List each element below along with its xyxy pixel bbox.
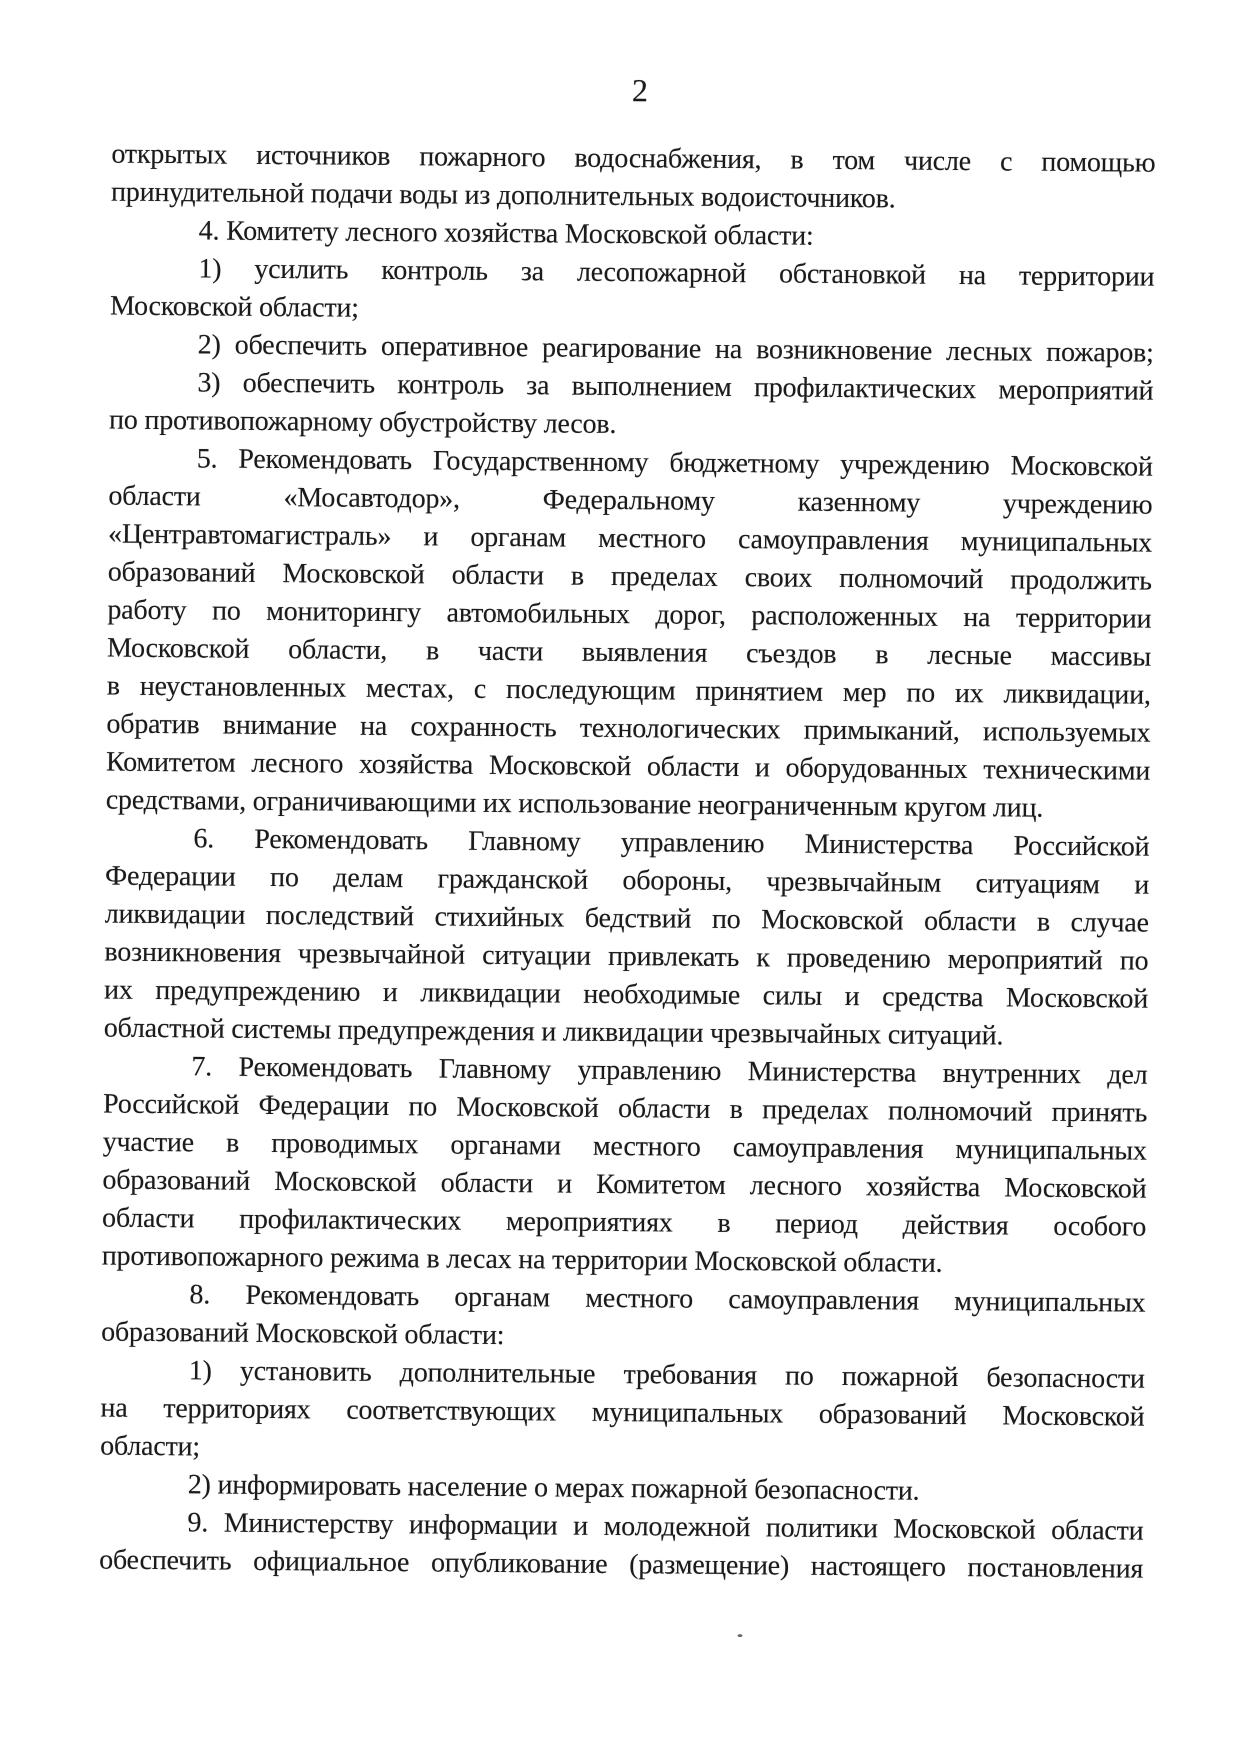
paragraph-continuation [111, 136, 1156, 221]
text-line: возникновения чрезвычайной ситуации привлекать к проведению мероприятий по [104, 936, 1149, 977]
text-line: ликвидации последствий стихийных бедствий по Московской области в случае [104, 898, 1149, 939]
text-line: 3) обеспечить контроль за выполнением профилактических мероприятий [197, 367, 1154, 407]
text-line: образований Московской области: [101, 1316, 505, 1352]
text-line: Федерации по делам гражданской обороны, чрезвычайным ситуациям и [104, 860, 1150, 901]
text-line: в неустановленных местах, с последующим принятием мер по их ликвидации, [106, 670, 1151, 711]
paragraph-item-6 [104, 820, 1150, 1057]
text-line: 8. Рекомендовать органам местного самоуправления муниципальных [189, 1279, 1146, 1319]
text-line: их предупреждению и ликвидации необходимые силы и средства Московской [103, 974, 1149, 1015]
text-line: области «Мосавтодор», Федеральному казенному учреждению [108, 480, 1153, 521]
paragraph-item-7 [102, 1048, 1148, 1285]
paragraph-item-8-1 [100, 1352, 1145, 1475]
text-line: 1) усилить контроль за лесопожарной обстановкой на территории [198, 253, 1155, 293]
text-line: 7. Рекомендовать Главному управлению Министерства внутренних дел [191, 1051, 1148, 1091]
paragraph-item-8 [101, 1276, 1146, 1361]
text-line: открытых источников пожарного водоснабжения, в том числе с помощью [111, 138, 1156, 179]
text-line: «Центравтомагистраль» и органам местного самоуправления муниципальных [107, 518, 1153, 559]
text-line: работу по мониторингу автомобильных дорог, расположенных на территории [107, 594, 1152, 635]
text-line: на территориях соответствующих муниципальных образований Московской [100, 1392, 1145, 1433]
text-line: обеспечить официальное опубликование (размещение) настоящего постановления [99, 1544, 1144, 1585]
text-line: 2) информировать население о мерах пожарной безопасности. [187, 1469, 920, 1507]
text-line: областной системы предупреждения и ликвидации чрезвычайных ситуаций. [103, 1012, 1004, 1052]
paragraph-item-4-1 [110, 250, 1155, 335]
text-line: образований Московской области и Комитетом лесного хозяйства Московской [102, 1164, 1147, 1205]
paragraph-item-9 [99, 1504, 1144, 1589]
text-line: противопожарного режима в лесах на территории Московской области. [101, 1240, 943, 1279]
text-line: 5. Рекомендовать Государственному бюджетному учреждению Московской [196, 443, 1153, 483]
text-line: по противопожарному обустройству лесов. [108, 404, 617, 440]
text-line: Комитетом лесного хозяйства Московской области и оборудованных техническими [105, 746, 1151, 787]
text-line: 6. Рекомендовать Главному управлению Министерства Российской [193, 823, 1150, 863]
scan-artifact-dot [738, 1634, 743, 1637]
text-line: Московской области, в части выявления съездов в лесные массивы [106, 632, 1152, 673]
text-line: области профилактических мероприятиях в период действия особого [102, 1202, 1147, 1243]
text-line: 2) обеспечить оперативное реагирование на возникновение лесных пожаров; [197, 329, 1154, 369]
text-line: 9. Министерству информации и молодежной политики Московской области [187, 1507, 1144, 1547]
text-line: принудительной подачи воды из дополнительных водоисточников. [110, 176, 896, 215]
text-line: области; [100, 1430, 201, 1463]
text-line: обратив внимание на сохранность технологических примыканий, используемых [106, 708, 1151, 749]
page-number: 2 [631, 72, 649, 109]
text-line: Московской области; [109, 290, 359, 324]
document-text [99, 136, 1156, 1589]
text-line: средствами, ограничивающими их использование неограниченным кругом лиц. [105, 784, 1044, 824]
text-line: Российской Федерации по Московской области в пределах полномочий принять [102, 1088, 1148, 1129]
text-line: участие в проводимых органами местного самоуправления муниципальных [102, 1126, 1147, 1167]
text-line: 1) установить дополнительные требования по пожарной безопасности [188, 1355, 1145, 1395]
paragraph-item-4-3 [109, 364, 1154, 449]
paragraph-item-5 [106, 440, 1153, 829]
text-line: 4. Комитету лесного хозяйства Московской области: [198, 215, 814, 252]
text-line: образований Московской области в пределах своих полномочий продолжить [107, 556, 1152, 597]
